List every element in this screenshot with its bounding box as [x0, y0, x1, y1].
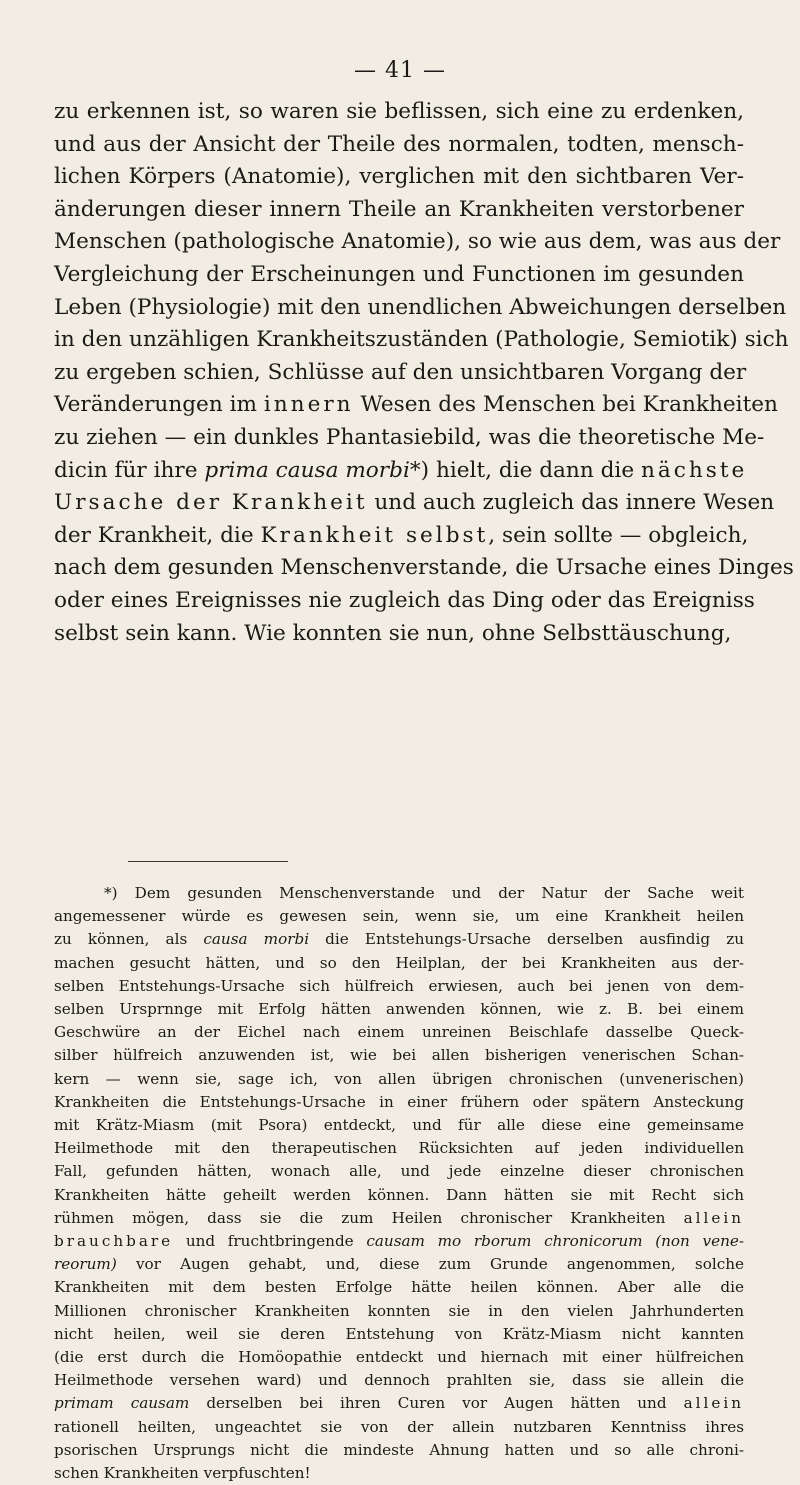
footnote-line: Krankheiten die Entstehungs-Ursache in einer frühern oder spätern Ansteckung [54, 1092, 744, 1111]
text-line: oder eines Ereignisses nie zugleich das Ding oder das Ereigniss [54, 587, 755, 613]
footnote-line: schen Krankheiten verpfuschten! [54, 1464, 311, 1483]
text-line: und aus der Ansicht der Theile des normalen, todten, mensch- [54, 131, 744, 157]
footnote-line: mit Krätz-Miasm (mit Psora) entdeckt, und für alle diese eine gemeinsame [54, 1116, 744, 1135]
text-line: in den unzähligen Krankheitszuständen (Pathologie, Semiotik) sich [54, 327, 789, 353]
footnote-line: psorischen Ursprungs nicht die mindeste Ahnung hatten und so alle chroni- [54, 1440, 744, 1459]
footnote-line: Millionen chronischer Krankheiten konnten sie in den vielen Jahrhunderten [54, 1301, 744, 1320]
text-line: dicin für ihre prima causa morbi*) hielt, die dann die nächste [54, 457, 748, 483]
footnote-line: kern — wenn sie, sage ich, von allen übrigen chronischen (unvenerischen) [54, 1069, 744, 1088]
footnote-line: rationell heilten, ungeachtet sie von der allein nutzbaren Kenntniss ihres [54, 1417, 744, 1436]
footnote-line: selben Ursprnnge mit Erfolg hätten anwenden können, wie z. B. bei einem [54, 1000, 744, 1019]
footnote-line: Fall, gefunden hätten, wonach alle, und jede einzelne dieser chronischen [54, 1162, 744, 1181]
text-line: Leben (Physiologie) mit den unendlichen Abweichungen derselben [54, 294, 787, 320]
text-line: Ursache der Krankheit und auch zugleich das innere Wesen [54, 490, 775, 516]
footnote-line: (die erst durch die Homöopathie entdeckt und hiernach mit einer hülfreichen [54, 1348, 744, 1367]
footnote-line: reorum) vor Augen gehabt, und, diese zum Grunde angenommen, solche [54, 1255, 744, 1274]
text-line: Menschen (pathologische Anatomie), so wie aus dem, was aus der [54, 229, 781, 255]
footnote-line: nicht heilen, weil sie deren Entstehung von Krätz-Miasm nicht kannten [54, 1324, 744, 1343]
footnote-line: *) Dem gesunden Menschenverstande und der Natur der Sache weit [104, 884, 744, 902]
text-line: Veränderungen im innern Wesen des Menschen bei Krankheiten [54, 392, 778, 418]
footnote-line: brauchbare und fruchtbringende causam mo rborum chronicorum (non vene- [54, 1232, 744, 1251]
footnote-line: angemessener würde es gewesen sein, wenn sie, um eine Krankheit heilen [54, 907, 744, 926]
footnote-line: zu können, als causa morbi die Entstehungs-Ursache derselben ausfindig zu [54, 930, 744, 949]
footnote-line: machen gesucht hätten, und so den Heilplan, der bei Krankheiten aus der- [54, 953, 744, 972]
footnote-line: primam causam derselben bei ihren Curen vor Augen hätten und allein [54, 1394, 744, 1413]
text-line: selbst sein kann. Wie konnten sie nun, ohne Selbsttäuschung, [54, 620, 732, 646]
footnote-block [54, 882, 744, 1485]
text-line: lichen Körpers (Anatomie), verglichen mit den sichtbaren Ver- [54, 164, 744, 190]
text-line: änderungen dieser innern Theile an Krankheiten verstorbener [54, 196, 744, 222]
footnote-line: Krankheiten hätte geheilt werden können. Dann hätten sie mit Recht sich [54, 1185, 744, 1204]
footnote-line: silber hülfreich anzuwenden ist, wie bei allen bisherigen venerischen Schan- [54, 1046, 744, 1065]
text-line: zu ziehen — ein dunkles Phantasiebild, was die theoretische Me- [54, 424, 765, 450]
text-line: zu erkennen ist, so waren sie beflissen, sich eine zu erdenken, [54, 99, 744, 124]
text-line: der Krankheit, die Krankheit selbst, sein sollte — obgleich, [54, 522, 749, 548]
main-text-block [54, 96, 794, 650]
footnote-divider [128, 861, 288, 862]
text-line: Vergleichung der Erscheinungen und Functionen im gesunden [54, 261, 744, 287]
footnote-line: rühmen mögen, dass sie die zum Heilen chronischer Krankheiten allein [54, 1208, 744, 1227]
text-line: nach dem gesunden Menschenverstande, die Ursache eines Dinges [54, 555, 794, 581]
footnote-line: Heilmethode versehen ward) und dennoch prahlten sie, dass sie allein die [54, 1371, 744, 1390]
footnote-line: Geschwüre an der Eichel nach einem unreinen Beischlafe dasselbe Queck- [54, 1023, 744, 1042]
footnote-line: Krankheiten mit dem besten Erfolge hätte heilen können. Aber alle die [54, 1278, 744, 1297]
footnote-line: Heilmethode mit den therapeutischen Rücksichten auf jeden individuellen [54, 1139, 744, 1158]
footnote-line: selben Entstehungs-Ursache sich hülfreich erwiesen, auch bei jenen von dem- [54, 976, 744, 995]
text-line: zu ergeben schien, Schlüsse auf den unsichtbaren Vorgang der [54, 359, 747, 385]
page-number: — 41 — [354, 58, 446, 83]
